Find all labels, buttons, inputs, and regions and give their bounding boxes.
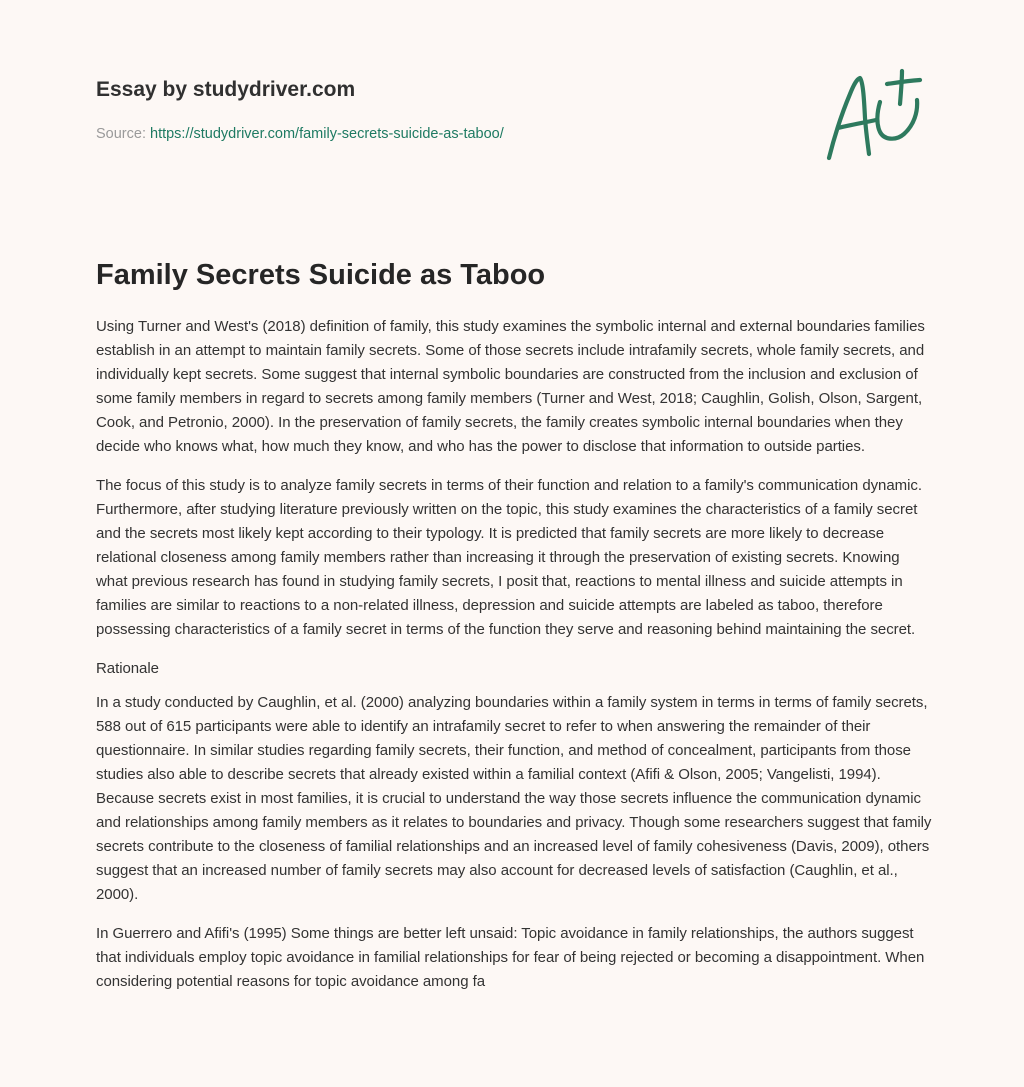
essay-body xyxy=(96,315,932,994)
source-link[interactable]: https://studydriver.com/family-secrets-suicide-as-taboo/ xyxy=(150,126,504,142)
essay-title: Family Secrets Suicide as Taboo xyxy=(96,259,546,291)
section-heading-rationale: Rationale xyxy=(96,660,159,677)
a-plus-grade-logo-icon xyxy=(824,68,928,164)
site-brand: Essay by studydriver.com xyxy=(96,78,356,101)
source-line xyxy=(96,125,504,143)
source-label: Source: xyxy=(96,126,150,142)
body-paragraph: In a study conducted by Caughlin, et al. (2000) analyzing boundaries within a family system in terms in terms of family secrets, 588 out of 615 participants were able to identify an intrafamily secret to refer to when answering the remainder of their questionnaire. In similar studies regarding family secrets, their function, and method of concealment, participants from those studies also able to describe secrets that already existed within a familial context (Afifi & Olson, 2005; Vangelisti, 1994). Because secrets exist in most families, it is crucial to understand the way those secrets influence the communication dynamic and relationships among family members as it relates to boundaries and privacy. Though some researchers suggest that family secrets contribute to the closeness of familial relationships and an increased level of family cohesiveness (Davis, 2009), others suggest that an increased number of family secrets may also account for decreased levels of satisfaction (Caughlin, et al., 2000). xyxy=(96,694,932,903)
site-header xyxy=(96,77,928,142)
body-paragraph: The focus of this study is to analyze family secrets in terms of their function and relation to a family's communication dynamic. Furthermore, after studying literature previously written on the topic, this study examines the characteristics of a family secret and the secrets most likely kept according to their typology. It is predicted that family secrets are more likely to decrease relational closeness among family members rather than increasing it through the preservation of existing secrets. Knowing what previous research has found in studying family secrets, I posit that, reactions to mental illness and suicide attempts in families are similar to reactions to a non-related illness, depression and suicide attempts are labeled as taboo, therefore possessing characteristics of a family secret in terms of the function they serve and reasoning behind maintaining the secret. xyxy=(96,477,922,638)
body-paragraph: Using Turner and West's (2018) definition of family, this study examines the symbolic internal and external boundaries families establish in an attempt to maintain family secrets. Some of those secrets include intrafamily secrets, whole family secrets, and individually kept secrets. Some suggest that internal symbolic boundaries are constructed from the inclusion and exclusion of some family members in regard to secrets among family members (Turner and West, 2018; Caughlin, Golish, Olson, Sargent, Cook, and Petronio, 2000). In the preservation of family secrets, the family creates symbolic internal boundaries when they decide who knows what, how much they know, and who has the power to disclose that information to outside parties. xyxy=(96,318,925,455)
body-paragraph-truncated: In Guerrero and Afifi's (1995) Some things are better left unsaid: Topic avoidance in family relationships, the authors suggest that individuals employ topic avoidance in familial relationships for fear of being rejected or becoming a disappointment. When considering potential reasons for topic avoidance among fa xyxy=(96,925,925,990)
